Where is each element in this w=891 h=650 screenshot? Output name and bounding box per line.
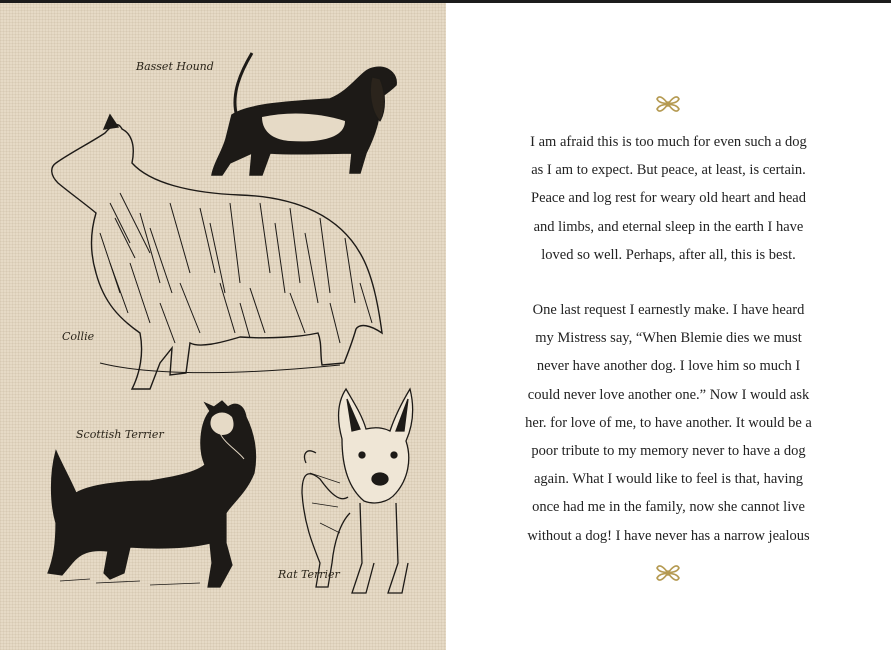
text-line: poor tribute to my memory never to have a dog (531, 443, 806, 460)
paragraph-1 (486, 128, 851, 269)
caption-basset-hound: Basset Hound (136, 60, 214, 73)
bottom-flourish-icon (653, 558, 683, 588)
text-line: loved so well. Perhaps, after all, this is best. (541, 246, 796, 263)
text-line: without a dog! I have never has a narrow jealous (527, 527, 810, 544)
text-line: as I am to expect. But peace, at least, is certain. (531, 162, 806, 179)
text-line: I am afraid this is too much for even such a dog (530, 134, 807, 150)
text-line: and limbs, and eternal sleep in the earth I have (533, 218, 804, 235)
text-line: her. for love of me, to have another. It would be a (525, 414, 812, 431)
text-line: never have another dog. I love him so much I (536, 358, 801, 375)
rat-terrier-drawing (302, 389, 413, 593)
text-page (446, 3, 891, 650)
text-line: once had me in the family, now she cannot live (532, 499, 805, 516)
text-line: One last request I earnestly make. I have heard (532, 302, 805, 319)
basset-hound-drawing (212, 53, 396, 175)
top-flourish-icon (653, 89, 683, 119)
dog-illustrations (0, 3, 446, 650)
text-line: my Mistress say, “When Blemie dies we must (535, 330, 802, 347)
text-line: could never love another one.” Now I would ask (527, 386, 810, 403)
caption-scottish-terrier: Scottish Terrier (76, 428, 164, 441)
text-line: Peace and log rest for weary old heart and head (531, 190, 806, 207)
text-line: again. What I would like to feel is that, having (533, 471, 804, 488)
caption-collie: Collie (62, 330, 95, 343)
paragraph-2 (486, 296, 851, 550)
caption-rat-terrier: Rat Terrier (278, 568, 340, 581)
body-text (486, 128, 851, 550)
illustration-page (0, 3, 446, 650)
collie-drawing (52, 115, 382, 389)
